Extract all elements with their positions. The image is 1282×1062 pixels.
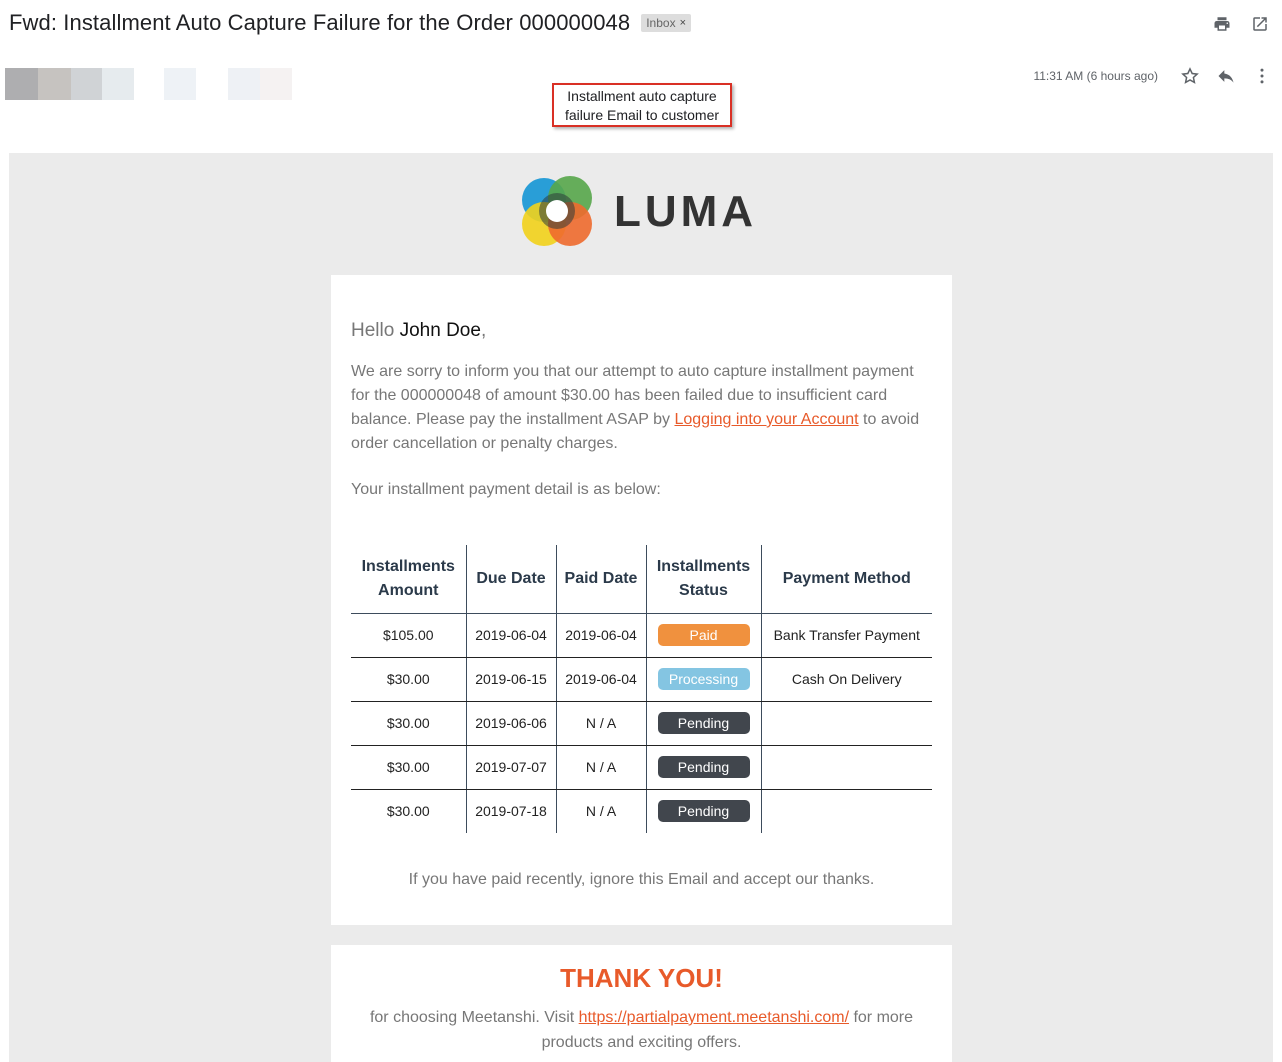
message-text: We are sorry to inform you that our attempt to auto capture installment payment for the 000000048 of amount $30.00 has been failed due to insufficient card balance. Please pay the installment ASAP by (351, 363, 914, 428)
amount-cell: $105.00 (351, 613, 466, 657)
blur-block (134, 68, 164, 100)
amount-cell: $30.00 (351, 745, 466, 789)
table-row (351, 657, 932, 701)
thank-you-card (331, 945, 952, 1062)
annotation-callout (552, 83, 732, 127)
sender-blurred (5, 68, 292, 100)
meetanshi-link[interactable]: https://partialpayment.meetanshi.com/ (578, 1009, 850, 1026)
blur-block (5, 68, 38, 100)
greeting-punct: , (480, 320, 487, 341)
reply-icon[interactable] (1216, 66, 1236, 86)
thanks-text: for choosing Meetanshi. Visit (369, 1009, 579, 1026)
paid-date-cell: 2019-06-04 (556, 657, 646, 701)
greeting-word: Hello (351, 320, 395, 341)
blur-block (164, 68, 196, 100)
payment-method-cell: Bank Transfer Payment (761, 613, 932, 657)
payment-method-cell: Cash On Delivery (761, 657, 932, 701)
luma-logo-icon (520, 176, 596, 248)
ignore-note: If you have paid recently, ignore this Email and accept our thanks. (408, 871, 875, 888)
table-row (351, 789, 932, 833)
due-date-cell: 2019-07-18 (466, 789, 556, 833)
installment-table (351, 545, 932, 833)
detail-intro: Your installment payment detail is as below: (351, 481, 661, 498)
print-icon[interactable] (1212, 14, 1232, 34)
table-row (351, 701, 932, 745)
failure-message (351, 360, 936, 456)
paid-date-cell: N / A (556, 745, 646, 789)
header-payment-method: Payment Method (761, 545, 932, 613)
status-badge: Pending (658, 712, 750, 734)
due-date-cell: 2019-06-04 (466, 613, 556, 657)
status-cell (646, 745, 761, 789)
brand-name: LUMA (614, 187, 758, 236)
blur-block (228, 68, 260, 100)
status-cell (646, 701, 761, 745)
paid-date-cell: N / A (556, 789, 646, 833)
status-badge: Paid (658, 624, 750, 646)
thank-you-title: THANK YOU! (560, 963, 723, 993)
annotation-line: failure Email to customer (564, 107, 720, 123)
amount-cell: $30.00 (386, 803, 430, 820)
login-account-link[interactable]: Logging into your Account (674, 411, 859, 428)
status-badge: Pending (658, 756, 750, 778)
amount-cell: $30.00 (351, 701, 466, 745)
paid-date-cell: 2019-06-04 (556, 613, 646, 657)
customer-name: John Doe (399, 320, 481, 341)
status-cell (646, 657, 761, 701)
blur-block (196, 68, 228, 100)
inbox-label-text: Inbox (646, 16, 676, 30)
header-paid-date: Paid Date (556, 545, 646, 613)
status-badge: Pending (658, 800, 750, 822)
email-subject: Fwd: Installment Auto Capture Failure for the Order 000000048 (9, 10, 631, 35)
blur-block (38, 68, 71, 100)
blur-block (102, 68, 134, 100)
header-due-date: Due Date (466, 545, 556, 613)
payment-method-cell (761, 789, 932, 833)
status-badge: Processing (658, 668, 750, 690)
payment-method-cell (761, 745, 932, 789)
message-meta (1033, 66, 1272, 86)
amount-cell: $30.00 (351, 657, 466, 701)
subject-row (9, 10, 691, 36)
due-date-cell: 2019-06-06 (466, 701, 556, 745)
email-content-card (331, 275, 952, 925)
inbox-label[interactable] (641, 14, 691, 32)
due-date-cell: 2019-07-07 (466, 745, 556, 789)
remove-label-icon[interactable]: × (679, 17, 687, 29)
table-row (351, 613, 932, 657)
message-text: to avoid order cancellation or penalty charges. (351, 411, 920, 452)
table-header-row (351, 545, 932, 613)
top-actions (1212, 14, 1270, 34)
greeting (351, 320, 486, 342)
payment-method-cell (761, 701, 932, 745)
more-options-icon[interactable] (1252, 66, 1272, 86)
blur-block (71, 68, 102, 100)
thank-you-message (361, 1005, 922, 1055)
blur-block (260, 68, 292, 100)
open-new-window-icon[interactable] (1250, 14, 1270, 34)
timestamp: 11:31 AM (6 hours ago) (1033, 69, 1158, 83)
table-row (351, 745, 932, 789)
annotation-line: Installment auto capture (567, 88, 717, 104)
thanks-text: for more products and exciting offers. (541, 1009, 914, 1051)
status-cell (646, 613, 761, 657)
due-date-cell: 2019-06-15 (466, 657, 556, 701)
status-cell (646, 789, 761, 833)
star-icon[interactable] (1180, 66, 1200, 86)
header-amount: Installments Amount (351, 545, 466, 613)
luma-logo (520, 176, 757, 248)
header-status: Installments Status (646, 545, 761, 613)
paid-date-cell: N / A (556, 701, 646, 745)
